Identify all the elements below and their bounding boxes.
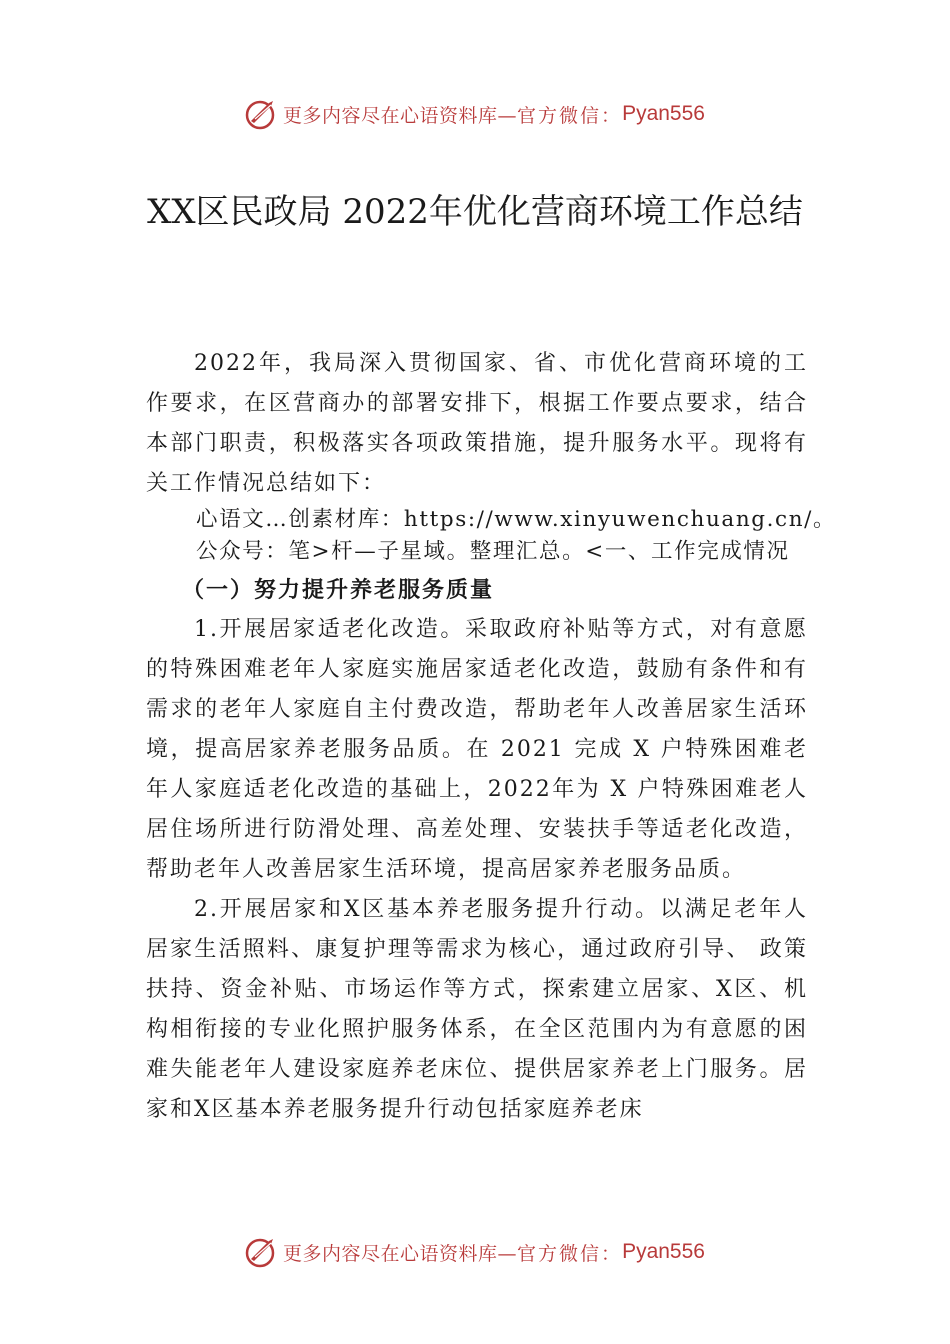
watermark-text: 更多内容尽在心语资料库—: [283, 1242, 518, 1265]
watermark-banner-bottom: [0, 1232, 950, 1272]
watermark-wechat-id: Pyan556: [622, 1240, 705, 1263]
quill-logo-icon: [245, 1235, 279, 1269]
source-note-line-2: 公众号：笔>杆—子星域。整理汇总。<一、工作完成情况: [196, 539, 790, 564]
document-title: XX区民政局 2022年优化营商环境工作总结: [147, 192, 803, 232]
intro-paragraph: 2022年，我局深入贯彻国家、省、市优化营商环境的工作要求，在区营商办的部署安排下，根据工作要点要求，结合本部门职责，积极落实各项政策措施，提升服务水平。现将有关工作情况总结如下：: [146, 351, 808, 496]
watermark-wechat-label: 官方微信：: [517, 1242, 623, 1265]
item-1-paragraph: 1.开展居家适老化改造。采取政府补贴等方式，对有意愿的特殊困难老年人家庭实施居家适老化改造，鼓励有条件和有需求的老年人家庭自主付费改造，帮助老年人改善居家生活环境，提高居家养老服务品质。在 2021 完成 X 户特殊困难老年人家庭适老化改造的基础上，2022年为 X 户特殊困难老人居住场所进行防滑处理、高差处理、安装扶手等适老化改造，帮助老年人改善居家生活环境，提高居家养老服务品质。: [146, 617, 808, 882]
watermark-text: 更多内容尽在心语资料库—: [283, 104, 518, 127]
quill-logo-icon: [245, 97, 279, 131]
document-body: [146, 344, 837, 1130]
watermark-banner-top: [0, 94, 950, 134]
item-2-paragraph: 2.开展居家和X区基本养老服务提升行动。以满足老年人居家生活照料、康复护理等需求为核心，通过政府引导、 政策扶持、资金补贴、市场运作等方式，探索建立居家、X区、机构相衔接的专业化照护服务体系，在全区范围内为有意愿的困难失能老年人建设家庭养老床位、提供居家养老上门服务。居家和X区基本养老服务提升行动包括家庭养老床: [146, 897, 808, 1122]
watermark-wechat-id: Pyan556: [622, 102, 705, 125]
source-note-line-1: 心语文…创素材库：https://www.xinyuwenchuang.cn/。: [196, 507, 837, 532]
section-heading: （一）努力提升养老服务质量: [182, 577, 495, 603]
watermark-wechat-label: 官方微信：: [517, 104, 623, 127]
